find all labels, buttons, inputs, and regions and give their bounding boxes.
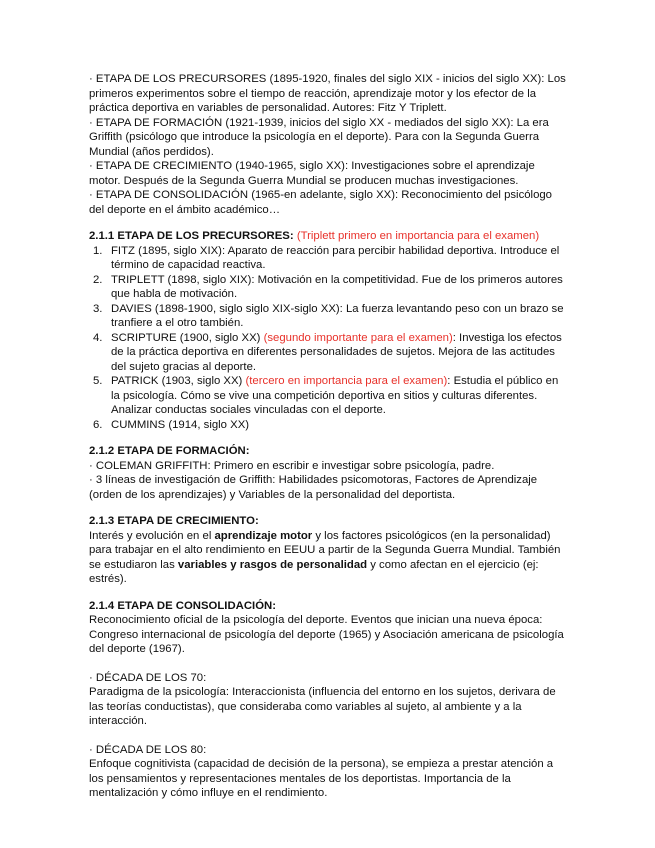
decade-paragraph: Enfoque cognitivista (capacidad de decisión de la persona), se empieza a prestar atención a los pensamientos y representaciones mentales de los deportistas. Importancia de la mentalización y cómo influye en el rendimiento. [89,758,554,799]
precursors-list [89,244,569,433]
list-item [93,331,569,375]
section-heading: 2.1.4 ETAPA DE CONSOLIDACIÓN: [89,599,276,612]
list-item-number: 4. [93,331,103,344]
intro-stage-precursores: · ETAPA DE LOS PRECURSORES (1895-1920, finales del siglo XIX - inicios del siglo XX): Los primeros experimentos sobre el tiempo de reacción, aprendizaje motor y los efector de la práctica deportiva en variables de personalidad. Autores: Fitz Y Triplett. [89,73,566,114]
section-paragraph: Reconocimiento oficial de la psicología del deporte. Eventos que inician una nueva época: Congreso internacional de psicología del deporte (1965) y Asociación americana de psicología del deporte (1967). [89,614,564,655]
griffith-research-lines: · 3 líneas de investigación de Griffith: Habilidades psicomotoras, Factores de Aprendizaje (orden de los aprendizajes) y Variables de la personalidad del deportista. [89,474,538,501]
list-item-text-cont: : Investiga los efectos de la práctica deportiva en diferentes personalidades de sujetos. Mejora de las actitudes del sujeto gracias al deporte. [111,331,562,373]
section-heading [89,229,569,244]
section-2-1-3 [89,514,569,587]
exam-note: (segundo importante para el examen) [263,331,453,344]
intro-stage-formacion: · ETAPA DE FORMACIÓN (1921-1939, inicios del siglo XX - mediados del siglo XX): La era Griffith (psicólogo que introduce la psicología en el deporte). Para con la Segunda Guerra Mundial (años perdidos). [89,116,549,158]
section-2-1-4 [89,599,569,657]
list-item-number: 1. [93,244,103,257]
text-run: Interés y evolución en el [89,529,215,542]
list-item [93,302,569,331]
section-heading: 2.1.3 ETAPA DE CRECIMIENTO: [89,515,259,527]
text-run: y los factores psicológicos (en la personalidad) para trabajar en el alto rendimiento en EEUU a partir de la Segunda Guerra Mundial. También se estudiaron las [89,529,561,571]
list-item [93,244,569,273]
list-item [93,374,569,418]
list-item-text-cont: : Estudia el público en la psicología. Cómo se vive una competición deportiva en sitios y culturas diferentes. Analizar conductas sociales vinculadas con el deporte. [111,375,559,416]
list-item-number: 3. [93,302,103,315]
section-heading: 2.1.2 ETAPA DE FORMACIÓN: [89,445,250,457]
list-item-number: 5. [93,375,103,387]
list-item-text: TRIPLETT (1898, siglo XIX): Motivación en la competitividad. Fue de los primeros autores que habla de motivación. [111,273,563,300]
intro-stage-crecimiento: · ETAPA DE CRECIMIENTO (1940-1965, siglo XX): Investigaciones sobre el aprendizaje motor. Después de la Segunda Guerra Mundial se producen muchas investigaciones. [89,160,535,187]
section-heading-text: 2.1.1 ETAPA DE LOS PRECURSORES: [89,230,294,242]
exam-note: (Triplett primero en importancia para el examen) [296,230,540,242]
text-run: y como afectan en el ejercicio (ej: estrés). [89,558,539,585]
list-item-text: FITZ (1895, siglo XIX): Aparato de reacción para percibir habilidad deportiva. Introduce el término de capacidad reactiva. [111,244,560,271]
list-item-number: 2. [93,273,103,286]
list-item-text: SCRIPTURE (1900, siglo XX) [111,331,264,344]
decade-title: · DÉCADA DE LOS 80: [89,743,207,756]
decade-title: · DÉCADA DE LOS 70: [89,671,207,684]
decade-80s [89,743,569,801]
list-item-text: CUMMINS (1914, siglo XX) [111,418,250,431]
list-item-text: DAVIES (1898-1900, siglo siglo XIX-siglo XX): La fuerza levantando peso con un brazo se tranfiere a el otro también. [111,302,564,329]
section-paragraph [89,529,569,587]
bold-term: aprendizaje motor [214,529,313,542]
section-2-1-2 [89,444,569,502]
intro-stages [89,72,569,217]
intro-stage-consolidacion: · ETAPA DE CONSOLIDACIÓN (1965-en adelante, siglo XX): Reconocimiento del psicólogo del deporte en el ámbito académico… [89,189,552,216]
exam-note: (tercero en importancia para el examen) [245,375,448,387]
section-2-1-1 [89,229,569,432]
decade-70s [89,671,569,729]
decade-paragraph: Paradigma de la psicología: Interaccionista (influencia del entorno en los sujetos, derivara de las teorías conductistas), que consideraba como variables al sujeto, al ambiente y a la interacción. [89,686,556,727]
list-item [93,273,569,302]
list-item-number: 6. [93,418,103,431]
griffith-line: · COLEMAN GRIFFITH: Primero en escribir e investigar sobre psicología, padre. [89,459,495,472]
list-item [93,418,569,433]
list-item-text: PATRICK (1903, siglo XX) [111,375,246,387]
bold-term: variables y rasgos de personalidad [177,558,368,571]
